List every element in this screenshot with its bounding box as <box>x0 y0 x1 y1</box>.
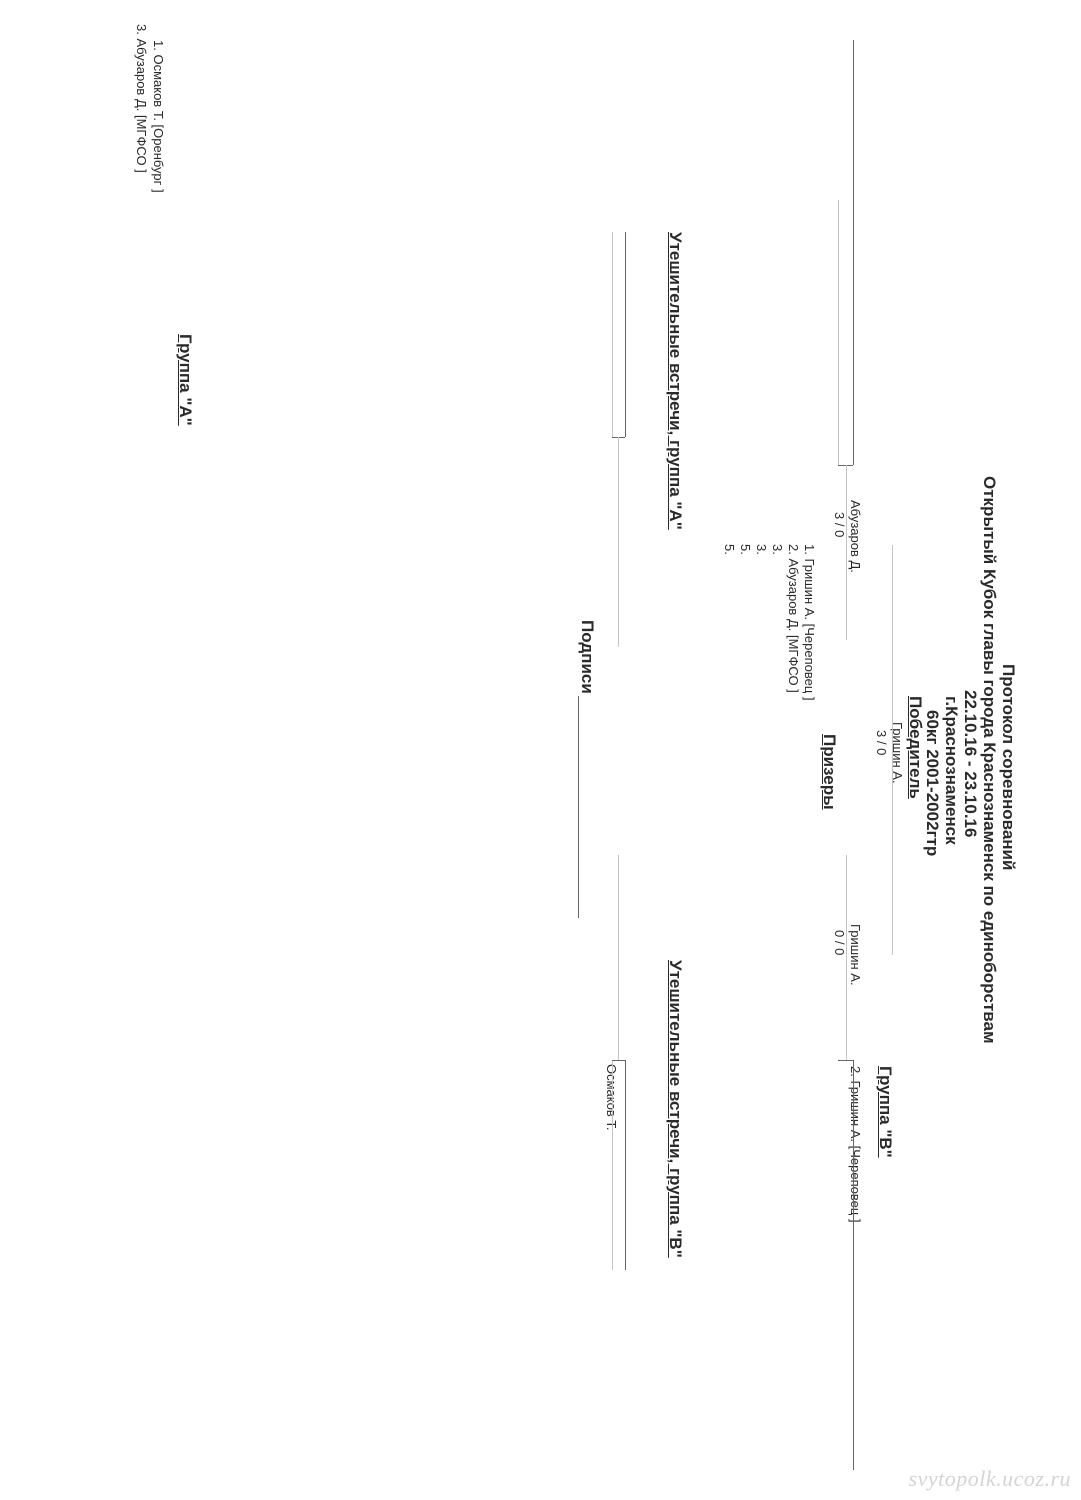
prizes-heading: Призеры <box>820 734 839 810</box>
prize-item: 5. <box>738 544 753 555</box>
bracket-line <box>618 437 619 647</box>
group-a-title: Группа "А" <box>176 334 195 426</box>
signature-line <box>578 696 579 918</box>
event-dates: 22.10.16 - 23.10.16 <box>961 690 980 838</box>
consolation-a-title: Утешительные встречи, группа "А" <box>666 232 685 530</box>
group-a-participant-3: 3. Абузаров Д. [МГФСО ] <box>134 24 149 173</box>
bracket-line <box>625 1060 626 1270</box>
bracket-line <box>838 200 839 465</box>
winner-name: Гришин А. <box>890 722 905 784</box>
prize-item: 3. <box>770 544 785 555</box>
group-a-participant-1: 1. Осмаков Т. [Оренбург ] <box>151 40 166 193</box>
winner-score: 3 / 0 <box>874 730 889 756</box>
prize-item: 5. <box>722 544 737 555</box>
bracket-line <box>846 855 847 1060</box>
prize-item: 3. <box>754 544 769 555</box>
group-b-participant-2: 2. Гришин А. [Череповец ] <box>848 1066 863 1223</box>
bracket-line <box>853 1060 854 1470</box>
signatures-label: Подписи <box>578 620 597 694</box>
winner-heading: Победитель <box>906 696 925 799</box>
group-b-result-score: 0 / 0 <box>832 930 847 956</box>
event-name: Открытый Кубок главы города Краснознаменск по единоборствам <box>980 476 999 1044</box>
prize-item: 1. Гришин А. [Череповец ] <box>802 544 817 701</box>
group-b-result-name: Гришин А. <box>848 924 863 986</box>
bracket-line <box>846 465 847 640</box>
prize-item: 2. Абузаров Д. [МГФСО ] <box>786 544 801 693</box>
consolation-b-participant: Осмаков Т. <box>604 1064 619 1131</box>
bracket-line <box>612 1060 613 1270</box>
watermark: svytopolk.ucoz.ru <box>908 1466 1071 1491</box>
event-city: г.Краснознаменск <box>942 696 961 845</box>
group-b-title: Группа "В" <box>876 1066 895 1158</box>
group-a-result-score: 3 / 0 <box>832 512 847 538</box>
bracket-line <box>612 1060 625 1061</box>
bracket-line <box>838 1060 853 1061</box>
bracket-line <box>612 232 613 437</box>
bracket-line <box>618 855 619 1060</box>
bracket-line <box>853 40 854 465</box>
consolation-b-title: Утешительные встречи, группа "В" <box>666 960 685 1258</box>
protocol-title: Протокол соревнований <box>999 664 1018 871</box>
weight-category: 60кг 2001-2002гтр <box>923 710 942 857</box>
bracket-line <box>892 545 893 955</box>
bracket-line <box>625 232 626 437</box>
group-a-result-name: Абузаров Д. <box>848 500 863 573</box>
